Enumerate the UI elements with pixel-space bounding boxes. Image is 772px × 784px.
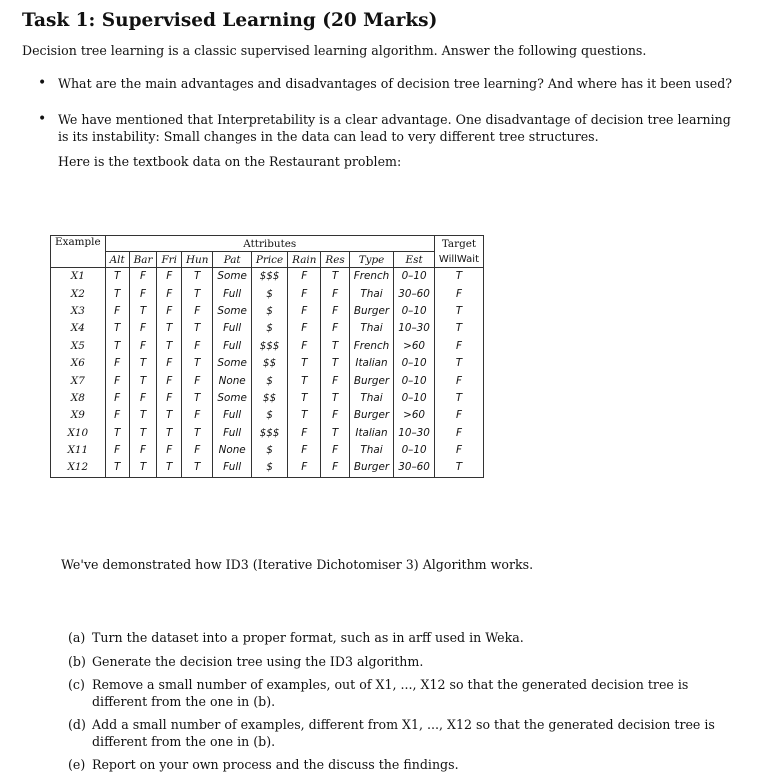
- example-cell: X7: [51, 372, 106, 389]
- table-cell: Full: [213, 425, 251, 442]
- column-header: Pat: [213, 252, 251, 268]
- question-text: Remove a small number of examples, out of X1, ..., X12 so that the generated decision tree is different from the one in (b).: [92, 677, 689, 709]
- table-row: [51, 320, 484, 337]
- table-cell: Some: [213, 355, 251, 372]
- table-cell: T: [181, 268, 212, 286]
- bullet-item: [38, 111, 738, 170]
- table-cell: 30–60: [394, 285, 435, 302]
- table-cell: $$: [251, 355, 287, 372]
- column-headers: [51, 252, 484, 268]
- intro-text: Decision tree learning is a classic supervised learning algorithm. Answer the following questions.: [22, 43, 647, 58]
- table-cell: 0–10: [394, 355, 435, 372]
- column-header: Fri: [157, 252, 182, 268]
- table-cell: None: [213, 442, 251, 459]
- example-cell: X8: [51, 390, 106, 407]
- table-row: [51, 425, 484, 442]
- table-row: [51, 390, 484, 407]
- table-cell: Full: [213, 459, 251, 477]
- column-header: Alt: [105, 252, 129, 268]
- table-cell: $: [251, 372, 287, 389]
- table-cell: >60: [394, 407, 435, 424]
- table-row: [51, 268, 484, 286]
- table-cell: T: [288, 390, 321, 407]
- table-cell: T: [434, 303, 483, 320]
- table-cell: T: [434, 320, 483, 337]
- table-cell: F: [434, 372, 483, 389]
- table-cell: >60: [394, 338, 435, 355]
- column-header: Bar: [129, 252, 157, 268]
- table-cell: F: [105, 390, 129, 407]
- table-cell: 0–10: [394, 442, 435, 459]
- table-cell: F: [129, 320, 157, 337]
- table-cell: F: [157, 442, 182, 459]
- task-title: Task 1: Supervised Learning (20 Marks): [22, 10, 438, 31]
- table-cell: F: [321, 407, 349, 424]
- table-cell: T: [157, 459, 182, 477]
- question-text: Report on your own process and the discuss the findings.: [92, 757, 459, 772]
- table-cell: F: [434, 407, 483, 424]
- table-row: [51, 372, 484, 389]
- table-cell: F: [105, 372, 129, 389]
- table-cell: T: [288, 372, 321, 389]
- table-cell: T: [129, 459, 157, 477]
- table-cell: 0–10: [394, 390, 435, 407]
- table-cell: T: [321, 390, 349, 407]
- table-cell: $$$: [251, 268, 287, 286]
- table-cell: T: [181, 425, 212, 442]
- table-cell: F: [157, 372, 182, 389]
- table-cell: F: [157, 355, 182, 372]
- question-label: (b): [68, 653, 86, 669]
- table-cell: F: [129, 268, 157, 286]
- question-list: [68, 630, 728, 781]
- table-cell: Thai: [349, 390, 394, 407]
- question-label: (e): [68, 757, 86, 772]
- table-cell: T: [181, 390, 212, 407]
- question-item: [68, 630, 728, 647]
- table-cell: F: [288, 459, 321, 477]
- table-cell: F: [321, 372, 349, 389]
- column-header: Rain: [288, 252, 321, 268]
- table-row: [51, 303, 484, 320]
- table-cell: T: [321, 355, 349, 372]
- table-cell: T: [105, 425, 129, 442]
- table-cell: T: [321, 268, 349, 286]
- table-cell: F: [321, 442, 349, 459]
- table-cell: $$$: [251, 338, 287, 355]
- table-cell: Thai: [349, 442, 394, 459]
- table-cell: T: [129, 425, 157, 442]
- table-cell: Thai: [349, 320, 394, 337]
- table-cell: 0–10: [394, 303, 435, 320]
- table-cell: T: [288, 407, 321, 424]
- table-cell: French: [349, 338, 394, 355]
- table-cell: 10–30: [394, 320, 435, 337]
- column-header: Res: [321, 252, 349, 268]
- table-cell: T: [181, 459, 212, 477]
- table-cell: Burger: [349, 303, 394, 320]
- table-cell: T: [434, 268, 483, 286]
- question-item: [68, 757, 728, 774]
- table-cell: $$: [251, 390, 287, 407]
- table-body: [51, 268, 484, 478]
- table-cell: T: [105, 338, 129, 355]
- example-header: Example: [51, 236, 106, 268]
- question-text: Add a small number of examples, different from X1, ..., X12 so that the generated decision tree is different from the one in (b).: [92, 717, 715, 749]
- table-cell: T: [105, 285, 129, 302]
- table-cell: F: [129, 442, 157, 459]
- table-cell: Full: [213, 407, 251, 424]
- table-cell: T: [157, 407, 182, 424]
- table-cell: T: [434, 390, 483, 407]
- table-cell: $: [251, 459, 287, 477]
- table-cell: T: [157, 338, 182, 355]
- table-row: [51, 355, 484, 372]
- table-cell: F: [105, 442, 129, 459]
- table-cell: T: [434, 459, 483, 477]
- table-cell: T: [288, 355, 321, 372]
- table-cell: T: [129, 372, 157, 389]
- bullet-text: • What are the main advantages and disadvantages of decision tree learning? And where has it been used?: [58, 76, 733, 91]
- table-cell: 30–60: [394, 459, 435, 477]
- table-row: [51, 285, 484, 302]
- table-cell: F: [434, 285, 483, 302]
- question-text: Generate the decision tree using the ID3 algorithm.: [92, 653, 424, 669]
- table-cell: F: [181, 338, 212, 355]
- column-header: Est: [394, 252, 435, 268]
- table-cell: F: [288, 303, 321, 320]
- table-cell: F: [288, 320, 321, 337]
- table-cell: Italian: [349, 355, 394, 372]
- table-cell: F: [288, 442, 321, 459]
- table-cell: T: [157, 320, 182, 337]
- table-cell: F: [288, 268, 321, 286]
- table-cell: T: [434, 355, 483, 372]
- question-label: (c): [68, 677, 85, 692]
- example-cell: X6: [51, 355, 106, 372]
- example-cell: X10: [51, 425, 106, 442]
- table-cell: F: [321, 459, 349, 477]
- column-header: WillWait: [434, 252, 483, 268]
- table-cell: T: [157, 425, 182, 442]
- table-cell: F: [105, 303, 129, 320]
- table-row: [51, 338, 484, 355]
- table-cell: F: [288, 425, 321, 442]
- table-cell: T: [321, 338, 349, 355]
- question-text: Turn the dataset into a proper format, such as in arff used in Weka.: [92, 630, 524, 645]
- table-cell: F: [288, 338, 321, 355]
- table-cell: $: [251, 303, 287, 320]
- table-cell: F: [181, 407, 212, 424]
- question-label: (a): [68, 630, 86, 645]
- table-cell: 0–10: [394, 268, 435, 286]
- example-cell: X3: [51, 303, 106, 320]
- table-cell: F: [434, 338, 483, 355]
- table-cell: F: [181, 442, 212, 459]
- table-cell: Burger: [349, 407, 394, 424]
- table-cell: Some: [213, 268, 251, 286]
- column-header: Type: [349, 252, 394, 268]
- question-item: [68, 677, 728, 710]
- example-cell: X12: [51, 459, 106, 477]
- table-cell: Burger: [349, 459, 394, 477]
- table-cell: F: [129, 338, 157, 355]
- table-cell: T: [181, 355, 212, 372]
- table-cell: $: [251, 442, 287, 459]
- table-cell: $: [251, 285, 287, 302]
- table-cell: F: [321, 320, 349, 337]
- table-cell: T: [181, 285, 212, 302]
- table-cell: Full: [213, 320, 251, 337]
- table-row: [51, 442, 484, 459]
- table-cell: T: [105, 268, 129, 286]
- table-cell: F: [129, 390, 157, 407]
- example-cell: X5: [51, 338, 106, 355]
- id3-text: We've demonstrated how ID3 (Iterative Dichotomiser 3) Algorithm works.: [61, 557, 534, 572]
- bullet-item: [38, 75, 738, 92]
- table-cell: T: [129, 355, 157, 372]
- table-cell: F: [181, 303, 212, 320]
- example-cell: X9: [51, 407, 106, 424]
- table-cell: Some: [213, 303, 251, 320]
- restaurant-table: [50, 235, 484, 478]
- table-cell: T: [129, 303, 157, 320]
- table-cell: 0–10: [394, 372, 435, 389]
- table-cell: $: [251, 407, 287, 424]
- table-cell: F: [105, 355, 129, 372]
- example-cell: X1: [51, 268, 106, 286]
- column-header: Hun: [181, 252, 212, 268]
- table-cell: $$$: [251, 425, 287, 442]
- table-cell: F: [157, 303, 182, 320]
- example-cell: X4: [51, 320, 106, 337]
- question-item: [68, 717, 728, 750]
- table-cell: Some: [213, 390, 251, 407]
- bullet-text: • We have mentioned that Interpretability is a clear advantage. One disadvantage of decision tree learning is its instability: Small changes in the data can lead to very different tree structures.: [58, 112, 731, 144]
- table-cell: F: [129, 285, 157, 302]
- attributes-header: Attributes: [105, 236, 434, 252]
- table-cell: Italian: [349, 425, 394, 442]
- table-cell: T: [181, 320, 212, 337]
- table-cell: French: [349, 268, 394, 286]
- question-item: [68, 654, 728, 671]
- table-row: [51, 407, 484, 424]
- question-bullets: [38, 75, 738, 170]
- table-cell: F: [157, 285, 182, 302]
- table-cell: F: [157, 268, 182, 286]
- table-cell: Thai: [349, 285, 394, 302]
- example-cell: X2: [51, 285, 106, 302]
- table-row: [51, 459, 484, 477]
- restaurant-intro: Here is the textbook data on the Restaurant problem:: [58, 154, 402, 169]
- table-cell: Full: [213, 285, 251, 302]
- example-cell: X11: [51, 442, 106, 459]
- table-cell: Full: [213, 338, 251, 355]
- target-header: Target: [434, 236, 483, 252]
- table-cell: F: [181, 372, 212, 389]
- table-cell: T: [105, 320, 129, 337]
- table-cell: T: [105, 459, 129, 477]
- table-cell: $: [251, 320, 287, 337]
- table-cell: T: [129, 407, 157, 424]
- table-cell: 10–30: [394, 425, 435, 442]
- table-cell: T: [321, 425, 349, 442]
- table-cell: F: [321, 303, 349, 320]
- table-cell: F: [321, 285, 349, 302]
- table-cell: F: [434, 442, 483, 459]
- table-cell: F: [157, 390, 182, 407]
- table-cell: F: [288, 285, 321, 302]
- table-cell: None: [213, 372, 251, 389]
- table-cell: F: [105, 407, 129, 424]
- table-cell: Burger: [349, 372, 394, 389]
- question-label: (d): [68, 717, 86, 732]
- column-header: Price: [251, 252, 287, 268]
- table-cell: F: [434, 425, 483, 442]
